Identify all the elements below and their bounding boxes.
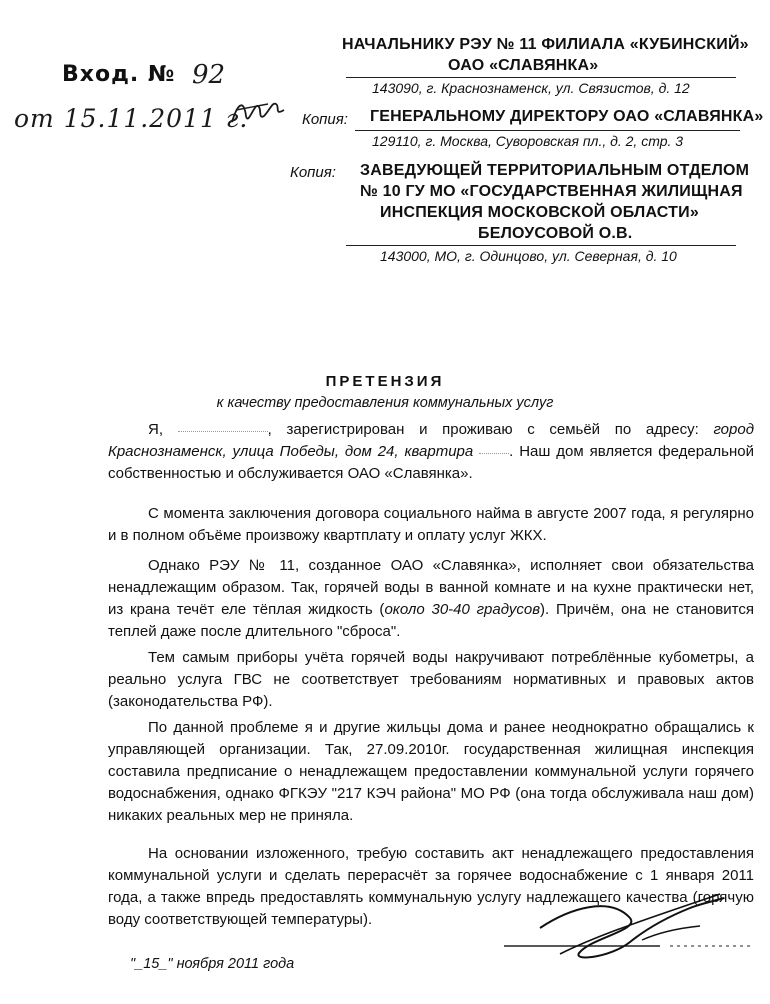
- copy2-rule: [346, 245, 736, 246]
- copy2-address: 143000, МО, г. Одинцово, ул. Северная, д. 10: [380, 248, 677, 264]
- copy1-address: 129110, г. Москва, Суворовская пл., д. 2, стр. 3: [372, 133, 684, 149]
- p1-address: город Краснознаменск, улица Победы, дом 24, квартира: [108, 421, 754, 460]
- paragraph-5: По данной проблеме я и другие жильцы дома и ранее неоднократно обращались к управляющей организации. Так, 27.09.2010г. государственная жилищная инспекция составила предписание о ненадлежащем предоставлении коммунальной услуги горячего водоснабжения, однако ФГКЭУ "217 КЭЧ района" МО РФ (она тогда обслуживала наш дом) никаких реальных мер не приняла.: [108, 719, 754, 824]
- copy2-label: Копия:: [290, 164, 336, 181]
- registration-number: 92: [192, 60, 226, 90]
- document-subtitle: к качеству предоставления коммунальных услуг: [216, 395, 554, 411]
- paragraph-1: [108, 419, 754, 485]
- copy2-line2: № 10 ГУ МО «ГОСУДАРСТВЕННАЯ ЖИЛИЩНАЯ: [360, 183, 743, 200]
- paragraph-3: [108, 555, 754, 643]
- addressee-main-line1: НАЧАЛЬНИКУ РЭУ № 11 ФИЛИАЛА «КУБИНСКИЙ»: [342, 36, 749, 53]
- redacted-apartment: [479, 450, 509, 454]
- p1-start: Я,: [148, 421, 163, 438]
- copy1-line1: ГЕНЕРАЛЬНОМУ ДИРЕКТОРУ ОАО «СЛАВЯНКА»: [370, 108, 764, 125]
- addressee-main-rule: [346, 77, 736, 78]
- copy1-rule: [355, 130, 740, 131]
- redacted-name: [178, 428, 268, 432]
- copy2-line4: БЕЛОУСОВОЙ О.В.: [478, 225, 633, 242]
- document-title: ПРЕТЕНЗИЯ: [325, 373, 445, 390]
- document-date: "_15_" ноября 2011 года: [130, 956, 295, 972]
- signature-icon: [500, 888, 760, 966]
- registration-signature-icon: [228, 96, 288, 130]
- paragraph-4: Тем самым приборы учёта горячей воды накручивают потреблённые кубометры, а реально услуга ГВС не соответствует требованиям нормативных и правовых актов (законодательства РФ).: [108, 649, 754, 710]
- registration-date: от 15.11.2011 г.: [14, 104, 249, 133]
- p3-temperature: около 30-40 градусов: [384, 601, 541, 618]
- p3-start: Однако РЭУ № 11, созданное ОАО «Славянка», исполняет свои обязательства ненадлежащим образом. Так, горячей воды в ванной комнате и на кухне практически нет, из крана течёт еле тёплая жидкость (: [108, 557, 754, 618]
- paragraph-6: На основании изложенного, требую составить акт ненадлежащего предоставления коммунальной услуги и сделать перерасчёт за горячее водоснабжение с 1 января 2011 года, а также впредь предоставлять коммунальную услугу надлежащего качества (горячую воду соответствующей температуры).: [108, 845, 754, 928]
- copy2-line1: ЗАВЕДУЮЩЕЙ ТЕРРИТОРИАЛЬНЫМ ОТДЕЛОМ: [360, 162, 750, 179]
- p1-end: . Наш дом является федеральной собственностью и обслуживается ОАО «Славянка».: [108, 443, 755, 482]
- registration-stamp-label: Вход. №: [62, 62, 176, 87]
- addressee-main-address: 143090, г. Краснознаменск, ул. Связистов, д. 12: [372, 80, 690, 96]
- copy2-line3: ИНСПЕКЦИЯ МОСКОВСКОЙ ОБЛАСТИ»: [380, 204, 699, 221]
- p1-middle: , зарегистрирован и проживаю с семьёй по адресу:: [267, 421, 699, 438]
- copy1-label: Копия:: [302, 111, 348, 128]
- addressee-main-line2: ОАО «СЛАВЯНКА»: [448, 57, 599, 74]
- p3-end: ). Причём, она не становится теплей даже после длительного "сброса".: [108, 601, 754, 640]
- paragraph-2: С момента заключения договора социального найма в августе 2007 года, я регулярно и в полном объёме произвожу квартплату и оплату услуг ЖКХ.: [108, 505, 754, 544]
- document-body: [108, 419, 754, 931]
